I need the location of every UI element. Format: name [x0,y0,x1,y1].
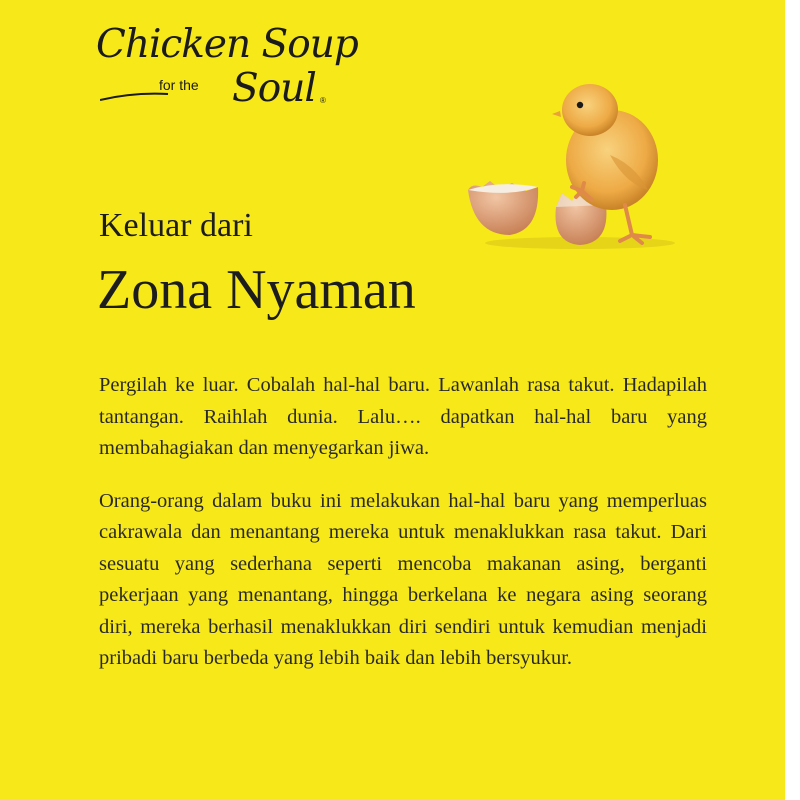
left-eggshell [468,181,538,235]
logo-chicken-soup: Chicken Soup [96,22,358,67]
blurb-paragraph-1: Pergilah ke luar. Cobalah hal-hal baru. Lawanlah rasa takut. Hadapilah tantangan. Raihlah dunia. Lalu…. dapatkan hal-hal baru yang membahagiakan dan menyegarkan jiwa. [99,374,707,459]
logo-registered-mark: ® [320,96,326,105]
title-line-1: Keluar dari [99,207,253,244]
blurb-paragraph-2: Orang-orang dalam buku ini melakukan hal-hal baru yang memperluas cakrawala dan menantang mereka untuk menaklukkan rasa takut. Dari sesuatu yang sederhana seperti mencoba makanan asing, berganti pekerjaan yang menantang, hingga berkelana ke negara asing seorang diri, mereka berhasil menaklukkan diri sendiri untuk kemudian menjadi pribadi baru berbeda yang lebih baik dan lebih bersyukur. [99,489,707,669]
logo-soul: Soul [232,66,316,111]
title-line-2: Zona Nyaman [97,259,416,321]
chick-illustration [460,65,690,255]
chick-body [552,84,658,210]
logo-swoosh [100,92,170,102]
page-edge [785,0,800,800]
logo-for-the: for the [159,77,199,93]
chicken-soup-logo [96,22,358,117]
blurb [99,370,707,675]
